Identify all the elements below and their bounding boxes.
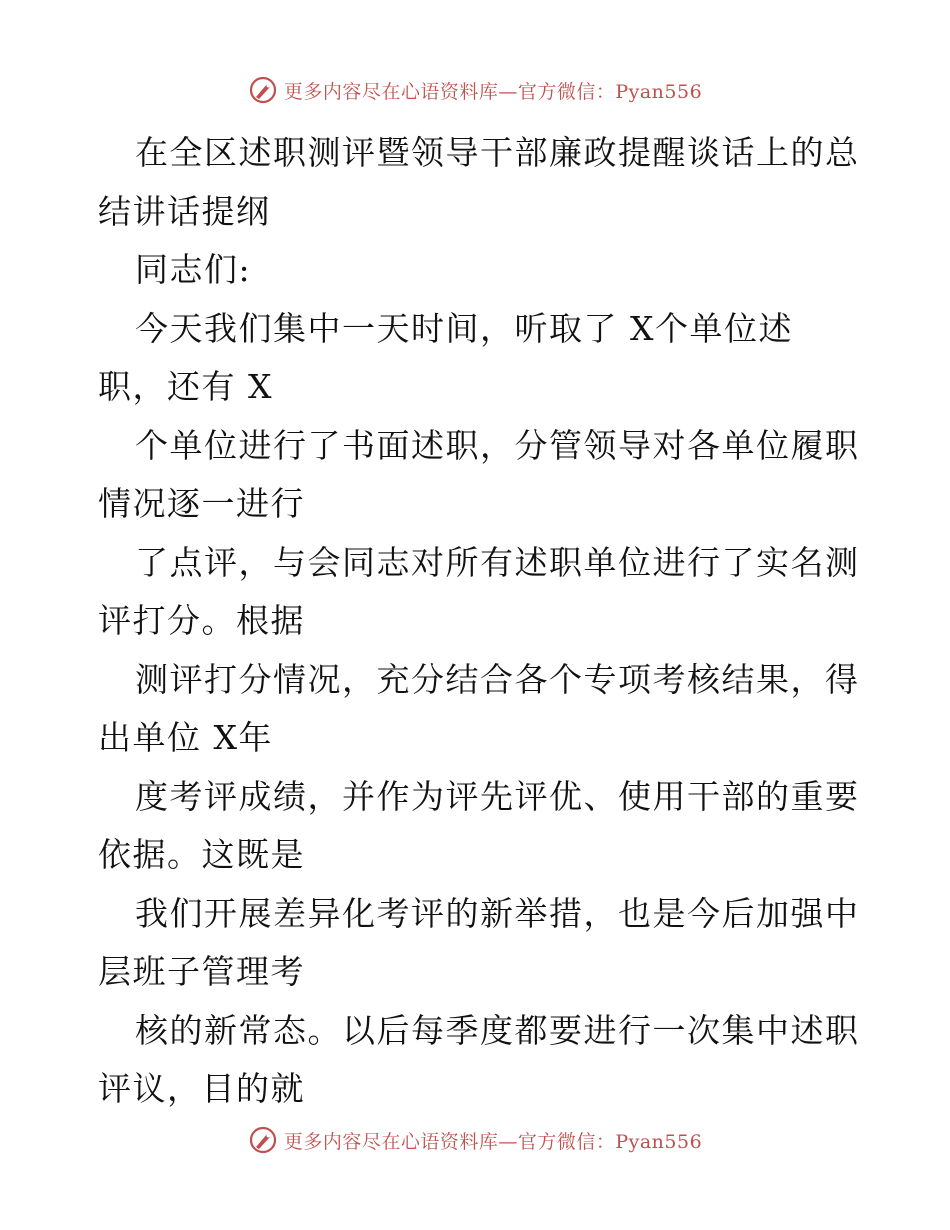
pen-nib-logo-icon: [248, 1125, 278, 1155]
text-line: 结讲话提纲: [98, 191, 271, 231]
text-line: 评打分。根据: [98, 601, 305, 640]
text-line: 测评打分情况，充分结合各个专项考核结果，得: [135, 659, 860, 699]
text-line: 职，还有 X: [98, 367, 273, 406]
banner-text: 更多内容尽在心语资料库—官方微信：Pyan556: [283, 80, 703, 103]
text-line: 了点评，与会同志对所有述职单位进行了实名测: [135, 542, 860, 582]
text-line: 个单位进行了书面述职，分管领导对各单位履职: [135, 425, 860, 465]
text-line: 今天我们集中一天时间，听取了 X个单位述: [135, 308, 793, 348]
text-line: 同志们:: [135, 250, 252, 289]
text-line: 我们开展差异化考评的新举措，也是今后加强中: [135, 893, 860, 933]
document-body: [98, 124, 858, 1119]
text-line: 度考评成绩，并作为评先评优、使用干部的重要: [135, 776, 860, 816]
text-line: 评议，目的就: [98, 1069, 305, 1108]
pen-nib-logo-icon: [248, 75, 278, 105]
text-line: 出单位 X年: [98, 718, 273, 757]
text-line: 核的新常态。以后每季度都要进行一次集中述职: [135, 1010, 860, 1050]
header-banner: [0, 70, 950, 110]
footer-banner: [0, 1120, 950, 1160]
text-line: 依据。这既是: [98, 835, 305, 874]
text-line: 在全区述职测评暨领导干部廉政提醒谈话上的总: [135, 133, 860, 172]
text-line: 情况逐一进行: [98, 484, 305, 523]
text-line: 层班子管理考: [98, 952, 305, 991]
banner-text: 更多内容尽在心语资料库—官方微信：Pyan556: [283, 1130, 703, 1153]
